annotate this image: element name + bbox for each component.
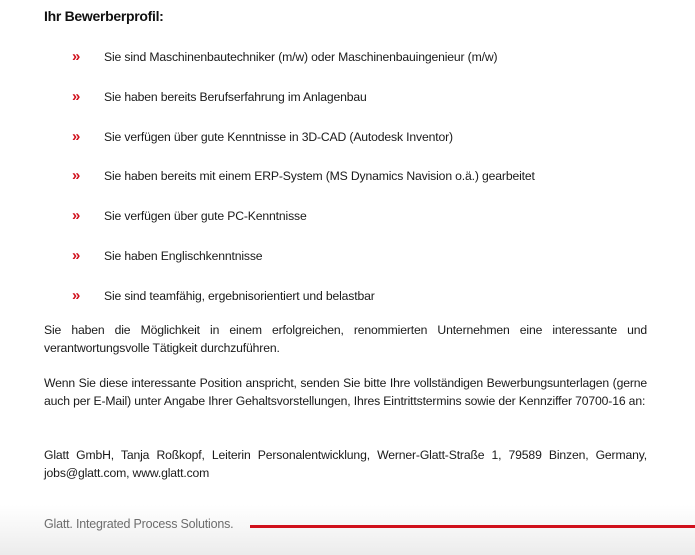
application-paragraph: Wenn Sie diese interessante Position anspricht, senden Sie bitte Ihre vollständigen Bewerbungsunterlagen (gerne auch per E-Mail) unter Angabe Ihrer Gehaltsvorstellungen, Ihres Eintrittstermins sowie der Kennziffer 70700-16 an: [44, 376, 647, 408]
opportunity-paragraph: Sie haben die Möglichkeit in einem erfolgreichen, renommierten Unternehmen eine interessante und verantwortungsvolle Tätigkeit durchzuführen. [44, 323, 647, 355]
list-item-text: Sie haben bereits Berufserfahrung im Anlagenbau [104, 89, 367, 104]
requirements-list [72, 48, 535, 327]
list-item [72, 247, 535, 287]
list-item [72, 207, 535, 247]
bullet-icon: » [72, 167, 81, 185]
list-item [72, 128, 535, 168]
bullet-icon: » [72, 286, 81, 304]
contact-paragraph: Glatt GmbH, Tanja Roßkopf, Leiterin Personalentwicklung, Werner-Glatt-Straße 1, 79589 Binzen, Germany, jobs@glatt.com, www.glatt.com [44, 448, 647, 480]
list-item-text: Sie sind Maschinenbautechniker (m/w) oder Maschinenbauingenieur (m/w) [104, 50, 498, 64]
list-item-text: Sie sind teamfähig, ergebnisorientiert und belastbar [104, 288, 375, 303]
bullet-icon: » [72, 207, 81, 225]
footer-tagline: Glatt. Integrated Process Solutions. [44, 517, 234, 531]
list-item-text: Sie verfügen über gute Kenntnisse in 3D-CAD (Autodesk Inventor) [104, 129, 453, 144]
list-item [72, 88, 535, 128]
bullet-icon: » [72, 48, 81, 65]
list-item-text: Sie haben Englischkenntnisse [104, 248, 263, 263]
list-item [72, 167, 535, 207]
list-item-text: Sie verfügen über gute PC-Kenntnisse [104, 209, 307, 224]
list-item-text: Sie haben bereits mit einem ERP-System (MS Dynamics Navision o.ä.) gearbeitet [104, 169, 535, 184]
list-item [72, 48, 535, 88]
footer-accent-line [250, 525, 695, 528]
section-heading: Ihr Bewerberprofil: [44, 8, 164, 24]
bullet-icon: » [72, 127, 81, 145]
bullet-icon: » [72, 246, 81, 264]
bullet-icon: » [72, 87, 81, 105]
